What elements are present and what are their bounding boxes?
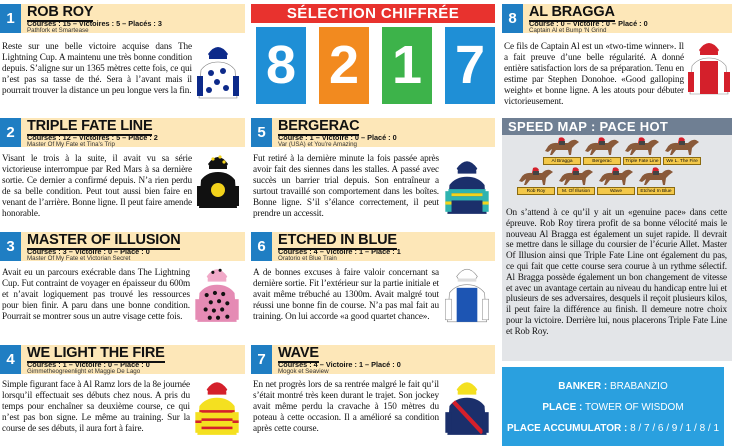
runner-breeding: Var (USA) et You’re Amazing — [278, 140, 357, 148]
runner-name: BERGERAC — [278, 118, 360, 134]
runner-entry-8 — [502, 4, 732, 110]
runner-comment: Fut retiré à la dernière minute la fois passée après avoir fait des siennes dans les stalles. A passé avec succès un barrier trial depuis. Son entraîneur a surtout travaillé son comportement dans les boîtes. Bonne ligne. S’il s’élance correctement, il peut prendre un accessit. — [253, 153, 439, 218]
speed-map-horse-label: Etched In Blue — [637, 187, 675, 195]
runner-breeding: Mogok et Seaview — [278, 367, 329, 375]
runner-entry-5 — [251, 118, 495, 230]
runner-comment: Avait eu un parcours exécrable dans The Lightning Cup. Fut contraint de voyager en épaisseur du 600m et n’avait logiquement pas trouvé les ressources pour bien finir. A paru dans une bonne condition. Pourrait se montrer sous un autre visage cette fois. — [2, 267, 190, 321]
runner-comment: A de bonnes excuses à faire valoir concernant sa dernière sortie. Fit l’extérieur sur la partie initiale et avait même trébuché au 1300m. Avait malgré tout réussi une bonne fin de course. N’a pas mal fait au training. On lui accorde «a good quartet chance». — [253, 267, 439, 321]
place-label: PLACE : — [542, 402, 583, 413]
speed-map-horse — [596, 166, 636, 196]
runner-comment: En net progrès lors de sa rentrée malgré le fait qu’il s’était montré très keen durant le trajet. Son jockey avait même perdu la cravache à 150 mètres du poteau à cette occasion. Il a amélioré sa condition après cette course. — [253, 379, 439, 433]
speed-map-horse — [582, 136, 622, 166]
speed-map-title: SPEED MAP : PACE HOT — [502, 118, 732, 135]
runner-stats: Courses : 4 – Victoire : 1 – Placé : 1 — [278, 247, 401, 256]
speed-map-horse — [662, 136, 702, 166]
runner-number: 4 — [0, 345, 21, 374]
runner-number: 1 — [0, 4, 21, 33]
runner-stats: Course : 0 – Victoire : 0 – Placé : 0 — [529, 19, 648, 28]
selection-digit: 1 — [382, 27, 432, 104]
runner-entry-3 — [0, 232, 245, 338]
selection-digit: 7 — [445, 27, 495, 104]
accumulator-label: PLACE ACCUMULATOR : — [506, 423, 628, 434]
runner-number: 6 — [251, 232, 272, 261]
place-value: TOWER OF WISDOM — [584, 402, 684, 413]
jockey-silk-icon — [193, 375, 241, 439]
jockey-silk-icon — [443, 375, 491, 439]
speed-map-horse — [636, 166, 676, 196]
runner-name: ROB ROY — [27, 4, 94, 20]
runner-entry-2 — [0, 118, 245, 230]
speed-map-horse-label: We L. The Fire — [663, 157, 701, 165]
runner-breeding: Oratorio et Blue Train — [278, 254, 337, 262]
speed-map-horse — [542, 136, 582, 166]
runner-name: MASTER OF ILLUSION — [27, 232, 181, 248]
banker-line — [502, 381, 724, 392]
runner-breeding: Gimmetheogreenlight et Maggie De Lago — [27, 367, 141, 375]
runner-entry-1 — [0, 4, 245, 112]
runner-comment: Ce fils de Captain Al est un «two-time winner». Il a fait preuve d’une belle régularité. A donné entière satisfaction lors de sa préparation. Tenu en estime par Stephen Donohoe. «Good galloping weight» et bonne ligne. A les atouts pour débuter victorieusement. — [504, 41, 684, 106]
runner-name: WE LIGHT THE FIRE — [27, 345, 165, 361]
runner-stats: Courses : 4 – Victoire : 1 – Placé : 0 — [278, 360, 401, 369]
runner-breeding: Master Of My Fate et Tina’s Trip — [27, 140, 115, 148]
runner-entry-6 — [251, 232, 495, 338]
runner-stats: Course : 1 – Victoire : 0 – Placé : 0 — [278, 133, 397, 142]
accumulator-line — [502, 423, 724, 434]
jockey-silk-icon — [686, 36, 732, 98]
speed-map-comment: On s’attend à ce qu’il y ait un «genuine pace» dans cette épreuve. Rob Roy tirera profit de sa bonne vélocité mais le nouveau Al Bragga est également un sujet rapide. Il devrait se mettre dans le sillage du coursier de l’écurie Allet. Master Of Illusion ainsi que Triple Fate Line ont également du pas, ce qui fait que cette course sera courue à un rythme sélectif. Al Bragga possède également un bon changement de vitesse et avec un avantage certain au niveau du handicap entre lui et plusieurs de ses adversaires, desquels il reçoit plusieurs kilos, il peut faire la différence au finish. Il demeure notre choix pour la victoire. Derrière lui, nous placerons Triple Fate Line et Rob Roy. — [506, 207, 727, 336]
runner-breeding: Pathfork et Smartease — [27, 26, 89, 34]
speed-map-horse-label: Rob Roy — [517, 187, 555, 195]
speed-map-horse-label: Wave — [597, 187, 635, 195]
runner-breeding: Captain Al et Bump ‘N Grind — [529, 26, 607, 34]
runner-stats: Courses : 12 – Victoires : 5 – Placé : 2 — [27, 133, 158, 142]
speed-map-horse — [516, 166, 556, 196]
runner-name: WAVE — [278, 345, 319, 361]
runner-breeding: Master Of My Fate et Victorian Secret — [27, 254, 131, 262]
runner-name: ETCHED IN BLUE — [278, 232, 397, 248]
runner-stats: Courses : 15 – Victoires : 5 – Placés : 3 — [27, 19, 162, 28]
runner-comment: Simple figurant face à Al Ramz lors de la 8e journée lorsqu’il effectuait ses débuts chez nous. A pris du temps pour enchaîner sa deuxième course, ce qui n’est pas bon signe. Le même au training. Sur la course de ses débuts, il aura fort à faire. — [2, 379, 190, 433]
runner-number: 3 — [0, 232, 21, 261]
speed-map-panel — [502, 118, 732, 361]
runner-stats: Courses : 3 – Victoire : 0 – Placé : 0 — [27, 247, 150, 256]
runner-stats: Courses : 1 – Victoire : 0 – Placé : 0 — [27, 360, 150, 369]
jockey-silk-icon — [193, 262, 241, 326]
runner-number: 2 — [0, 118, 21, 147]
jockey-silk-icon — [443, 154, 491, 218]
jockey-silk-icon — [195, 150, 241, 212]
banker-value: BRABANZIO — [609, 381, 668, 392]
runner-number: 8 — [502, 4, 523, 33]
runner-comment: Visant le trois à la suite, il avait vu sa série victorieuse interrompue par Red Mars à sa dernière sortie. Ce dernier a confirmé depuis. N’a rien perdu de sa belle condition. Peut tout aussi bien faire en venant de l’arrière. Bonne ligne. Il peut faire amende honorable. — [2, 153, 192, 218]
speed-map-horse-label: Al Bragga — [543, 157, 581, 165]
jockey-silk-icon — [443, 262, 491, 326]
accumulator-value: 8 / 7 / 6 / 9 / 1 / 8 / 1 — [630, 423, 720, 434]
betting-tips-panel — [502, 367, 724, 446]
jockey-silk-icon — [195, 40, 241, 102]
runner-entry-7 — [251, 345, 495, 446]
selection-digit: 2 — [319, 27, 369, 104]
place-line — [502, 402, 724, 413]
speed-map-horse-label: M. Of Illusion — [557, 187, 595, 195]
speed-map-horse — [622, 136, 662, 166]
speed-map-horse-label: Triple Fate Line — [623, 157, 661, 165]
speed-map-horse — [556, 166, 596, 196]
runner-name: TRIPLE FATE LINE — [27, 118, 153, 134]
selection-digit: 8 — [256, 27, 306, 104]
banker-label: BANKER : — [558, 381, 608, 392]
numeric-selection-title: SÉLECTION CHIFFRÉE — [251, 4, 495, 23]
runner-number: 5 — [251, 118, 272, 147]
runner-comment: Reste sur une belle victoire acquise dans The Lightning Cup. A maintenu une très bonne condition depuis. S’aligne sur un 1365 mètres cette fois, ce qui n’est pas sa tasse de thé. Sera à l’avant mais il pourrait trouver la distance un peu longue vers la fin. — [2, 41, 192, 95]
speed-map-horse-label: Bergerac — [583, 157, 621, 165]
runner-number: 7 — [251, 345, 272, 374]
runner-entry-4 — [0, 345, 245, 446]
numeric-selection-panel — [251, 4, 495, 110]
runner-name: AL BRAGGA — [529, 4, 615, 20]
